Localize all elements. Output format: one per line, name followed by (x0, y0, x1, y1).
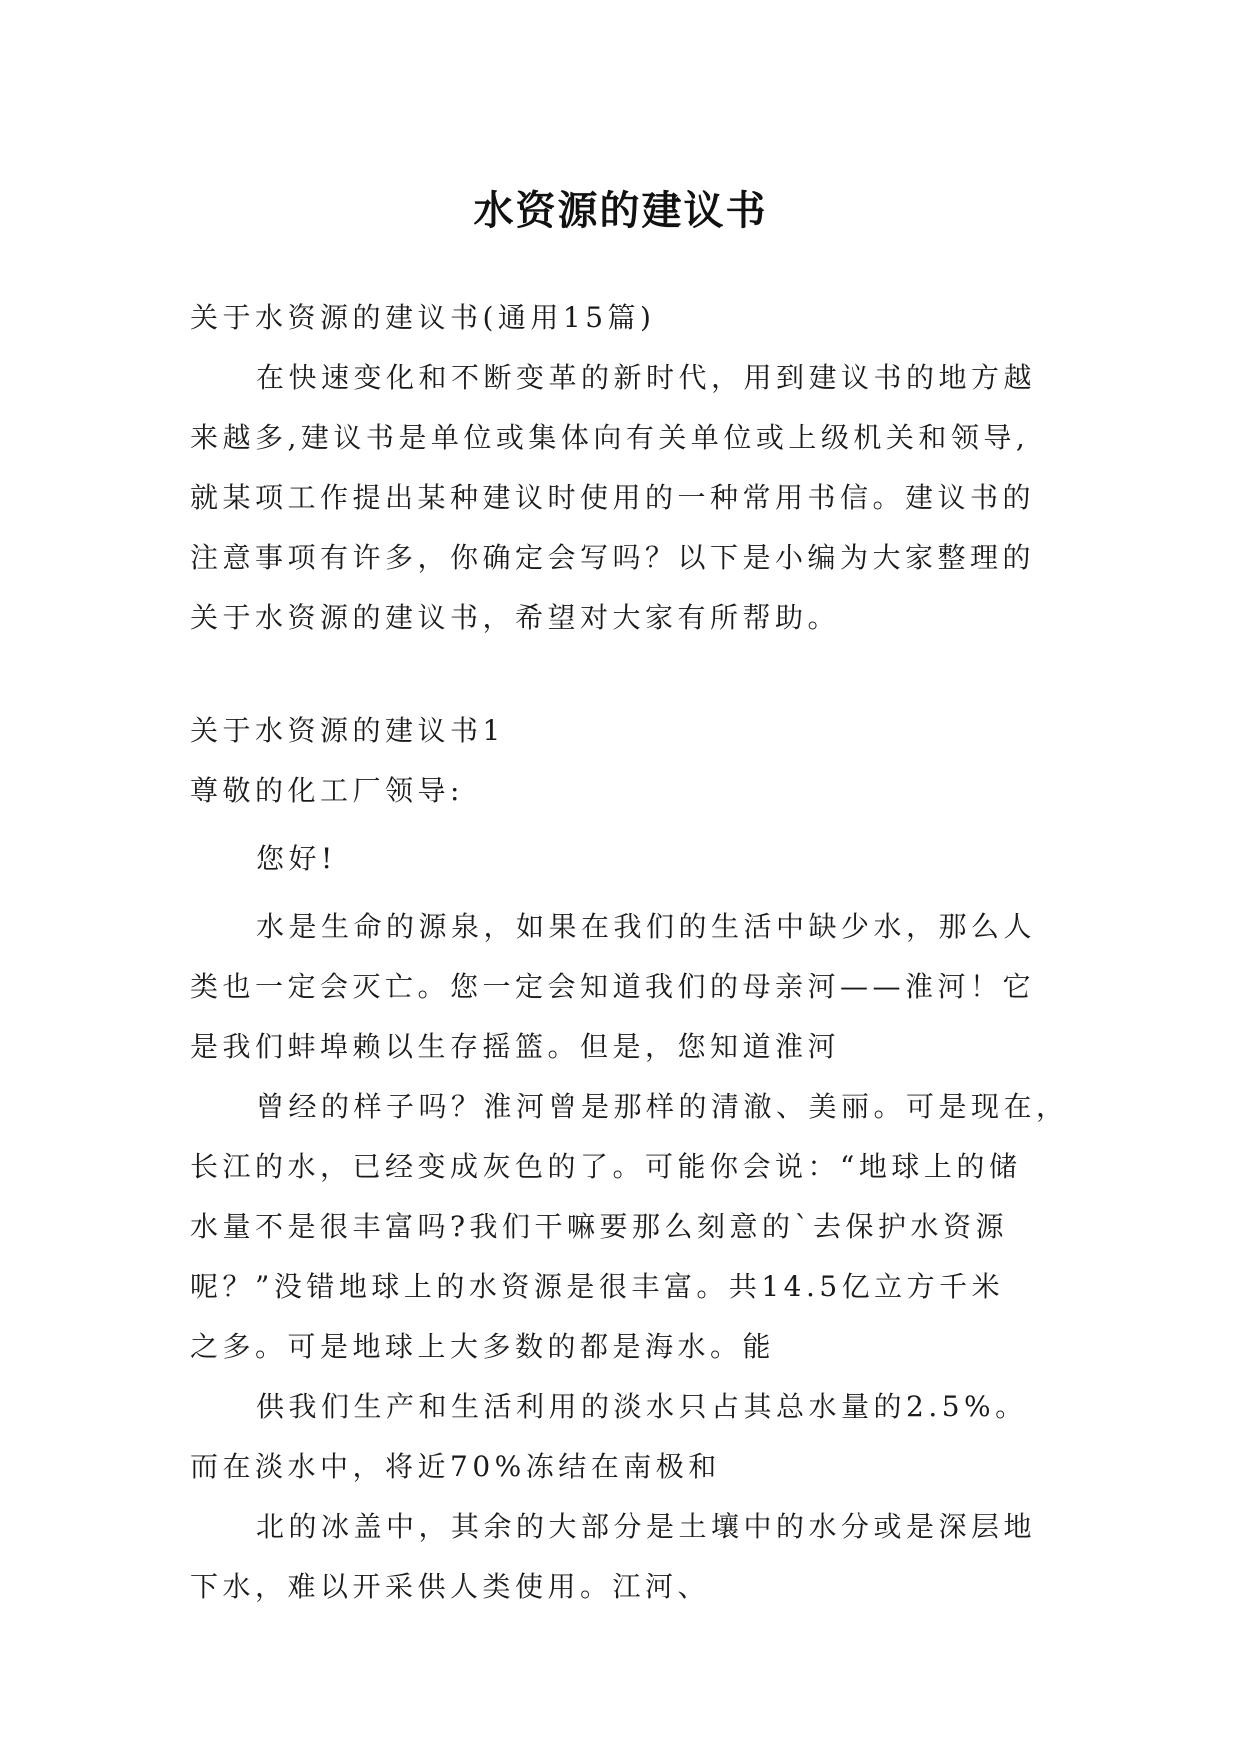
paragraph-line: 水是生命的源泉，如果在我们的生活中缺少水，那么人 (256, 910, 1037, 943)
intro-line: 来越多,建议书是单位或集体向有关单位或上级机关和领导, (190, 421, 1030, 454)
paragraph-line: 之多。可是地球上大多数的都是海水。能 (190, 1330, 776, 1363)
paragraph-1 (190, 897, 1046, 1077)
paragraph-line: 而在淡水中，将近70%冻结在南极和 (190, 1450, 721, 1483)
intro-line: 在快速变化和不断变革的新时代，用到建议书的地方越 (256, 361, 1037, 394)
paragraph-line: 呢？”没错地球上的水资源是很丰富。共14.5亿立方千米 (190, 1270, 1005, 1303)
greeting: 您好! (256, 842, 337, 875)
paragraph-line: 水量不是很丰富吗?我们干嘛要那么刻意的`去保护水资源 (190, 1210, 1009, 1243)
paragraph-line: 曾经的样子吗？淮河曾是那样的清澈、美丽。可是现在， (256, 1090, 1069, 1123)
paragraph-line: 类也一定会灭亡。您一定会知道我们的母亲河——淮河！它 (190, 970, 1036, 1003)
intro-line: 就某项工作提出某种建议时使用的一种常用书信。建议书的 (190, 481, 1036, 514)
paragraph-3 (190, 1377, 1046, 1497)
spacer (190, 889, 1046, 897)
paragraph-line: 下水，难以开采供人类使用。江河、 (190, 1570, 711, 1603)
paragraph-4 (190, 1497, 1046, 1617)
paragraph-line: 长江的水，已经变成灰色的了。可能你会说：“地球上的储 (190, 1150, 1022, 1183)
paragraph-line: 是我们蚌埠赖以生存摇篮。但是，您知道淮河 (190, 1030, 841, 1063)
paragraph-line: 供我们生产和生活利用的淡水只占其总水量的2.5%。 (256, 1390, 1028, 1423)
document-body (190, 288, 1069, 1617)
section-heading: 关于水资源的建议书1 (190, 714, 505, 747)
document-subtitle: 关于水资源的建议书(通用15篇) (190, 301, 656, 334)
paragraph-2 (190, 1077, 1069, 1377)
spacer (190, 821, 1046, 829)
paragraph-line: 北的冰盖中，其余的大部分是土壤中的水分或是深层地 (256, 1510, 1037, 1543)
section-spacer (190, 648, 1046, 701)
salutation: 尊敬的化工厂领导: (190, 774, 464, 807)
intro-line: 关于水资源的建议书，希望对大家有所帮助。 (190, 601, 841, 634)
intro-line: 注意事项有许多，你确定会写吗？以下是小编为大家整理的 (190, 541, 1036, 574)
document-title: 水资源的建议书 (473, 187, 768, 234)
intro-paragraph (190, 348, 1046, 648)
